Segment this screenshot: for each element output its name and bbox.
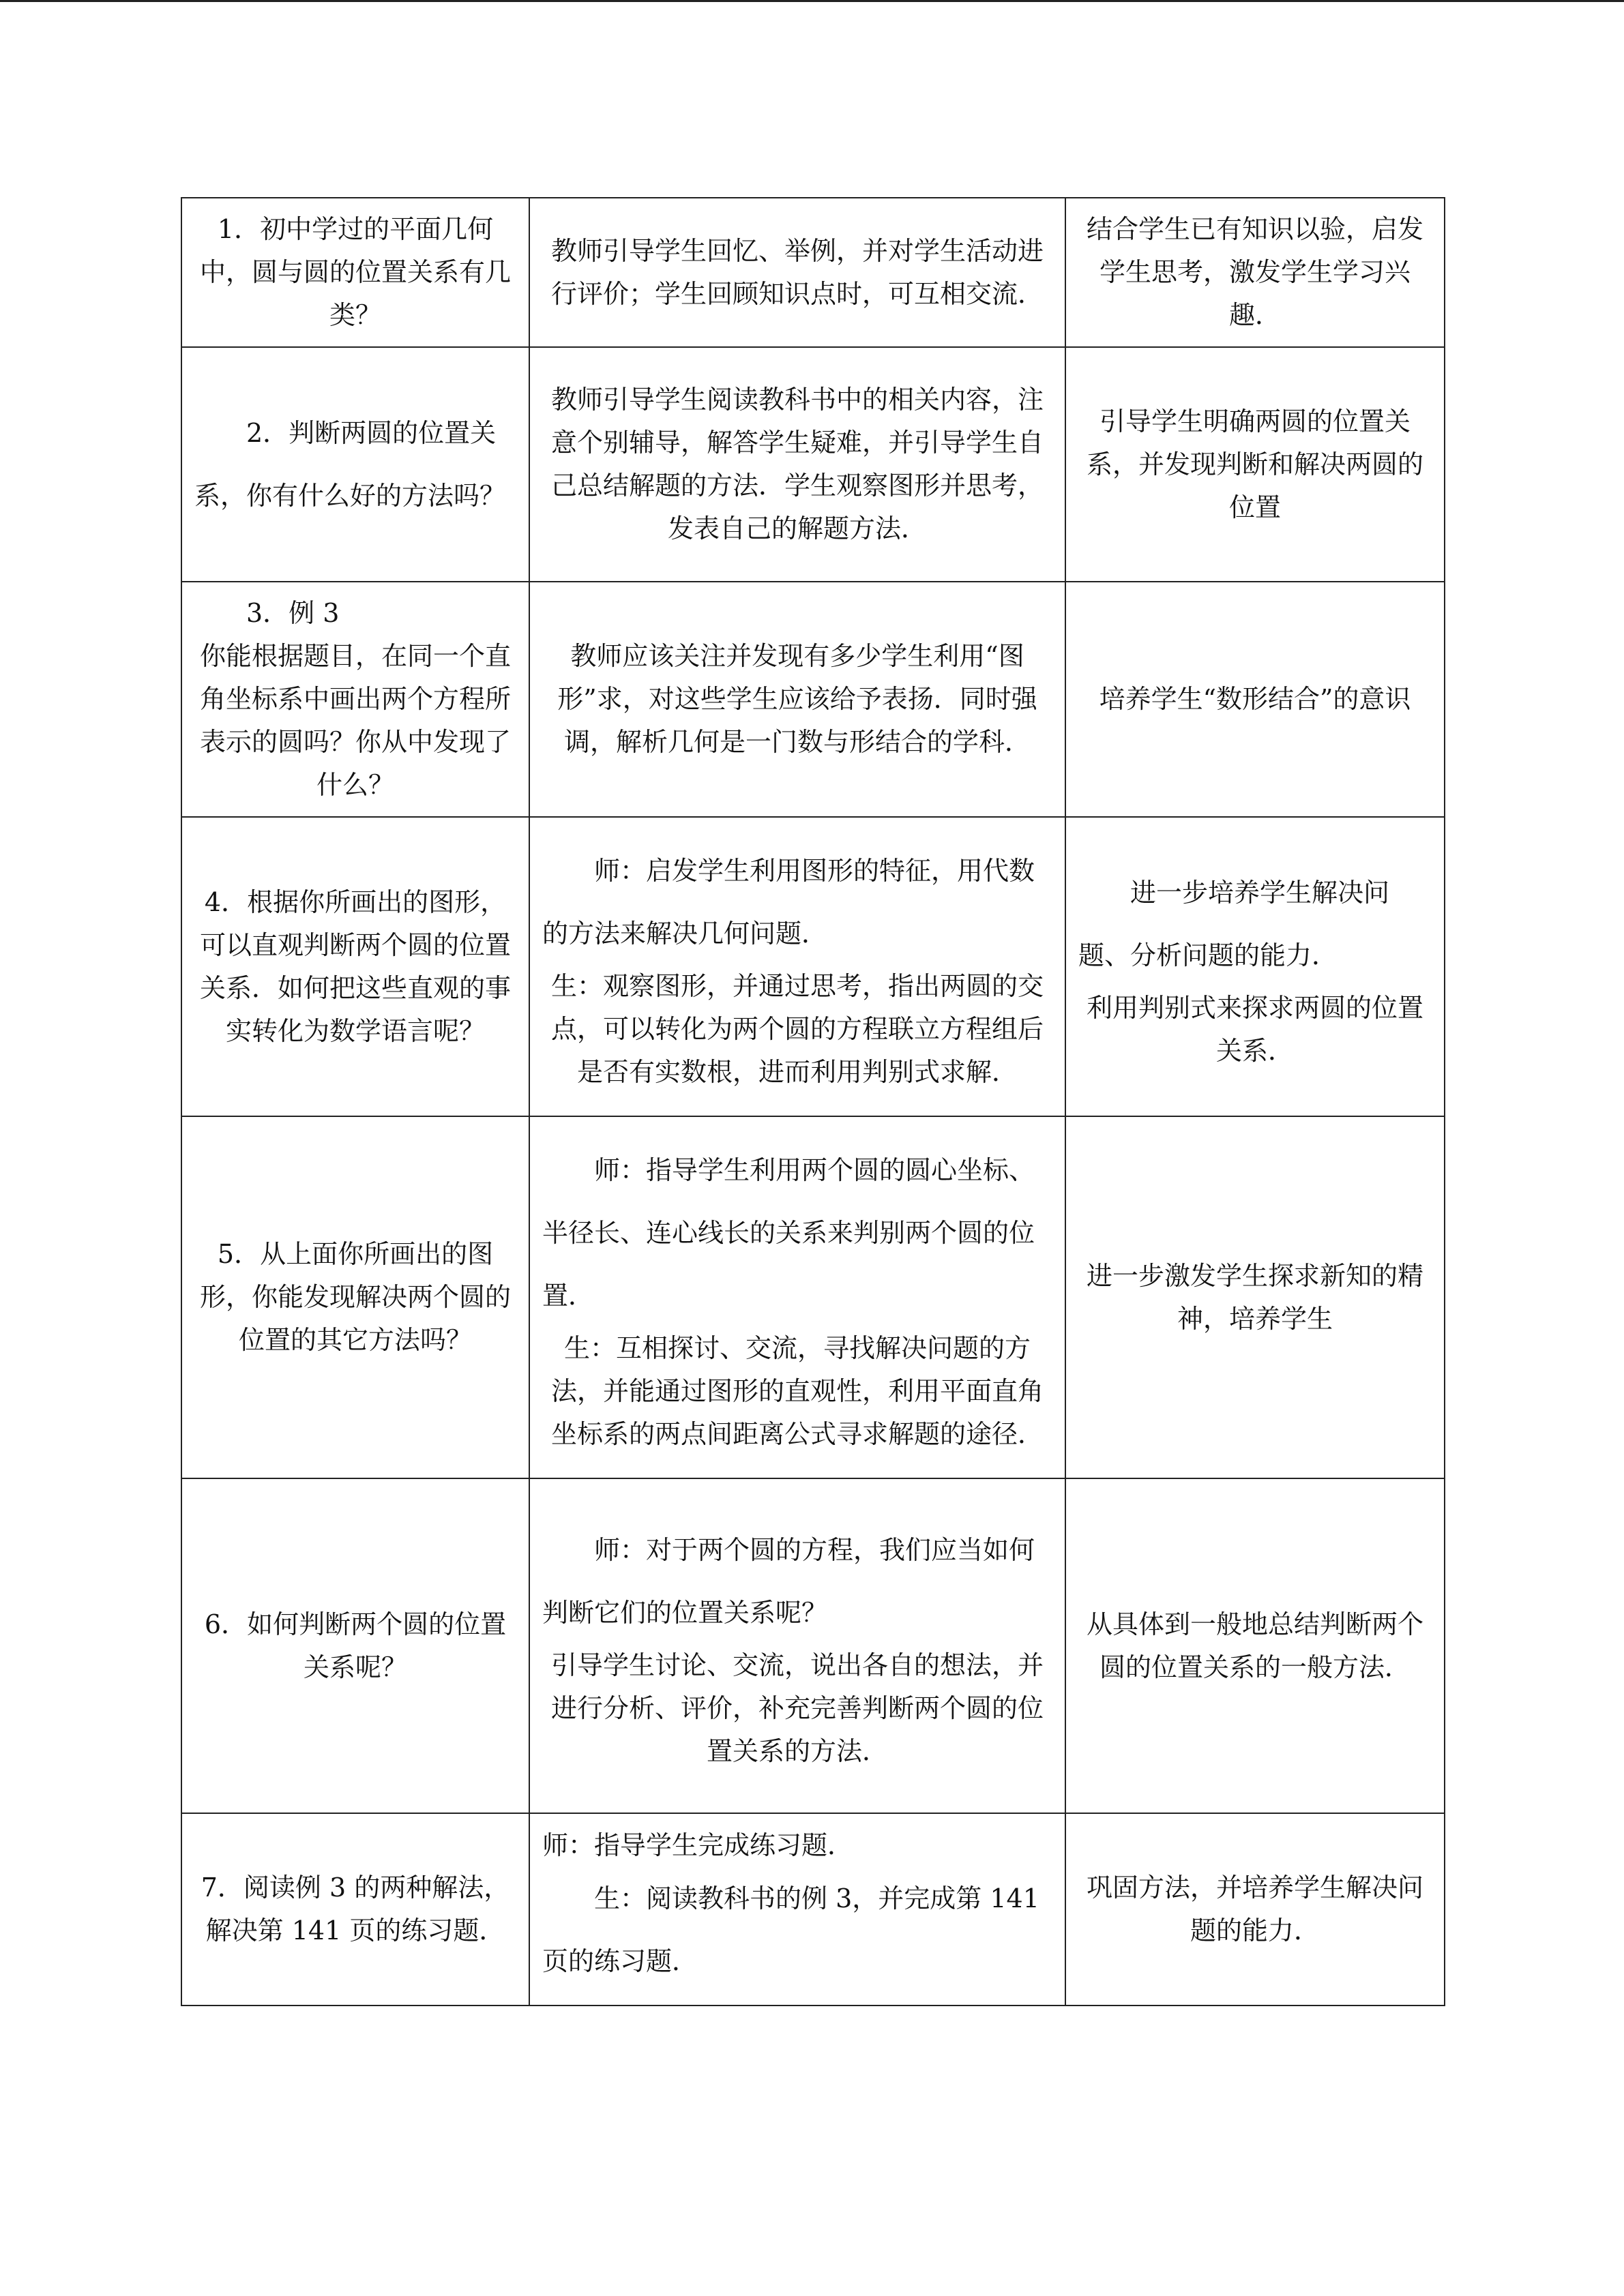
aim-text: 结合学生已有知识以验，启发学生思考，激发学生学习兴趣． xyxy=(1086,214,1423,330)
aim-cell xyxy=(1065,347,1445,582)
question-cell xyxy=(181,1116,529,1478)
aim-cell xyxy=(1065,817,1445,1116)
activity-cell xyxy=(529,817,1065,1116)
teacher-text: 师：指导学生完成练习题． xyxy=(542,1830,854,1860)
question-cell xyxy=(181,347,529,582)
activity-cell xyxy=(529,198,1065,347)
table-row xyxy=(181,347,1445,582)
table-row xyxy=(181,1813,1445,2006)
activity-cell xyxy=(529,1478,1065,1813)
page-top-border xyxy=(0,0,1624,2)
aim-text: 进一步激发学生探求新知的精神，培养学生 xyxy=(1086,1260,1423,1334)
aim-cell xyxy=(1065,582,1445,817)
question-cell xyxy=(181,582,529,817)
teacher-text: 师：指导学生利用两个圆的圆心坐标、半径长、连心线长的关系来判别两个圆的位置． xyxy=(542,1155,1035,1311)
question-text: 6．如何判断两个圆的位置关系呢？ xyxy=(204,1609,507,1682)
activity-cell xyxy=(529,347,1065,582)
aim-text-extra: 利用判别式来探求两圆的位置关系． xyxy=(1086,992,1423,1066)
question-example-label: 3．例 3 xyxy=(246,598,340,628)
table-row xyxy=(181,817,1445,1116)
student-text: 生：互相探讨、交流，寻找解决问题的方法，并能通过图形的直观性，利用平面直角坐标系的两点间距离公式寻求解题的途径． xyxy=(550,1333,1044,1449)
question-text: 2．判断两圆的位置关系，你有什么好的方法吗？ xyxy=(194,418,506,511)
question-text: 4．根据你所画出的图形，可以直观判断两个圆的位置关系．如何把这些直观的事实转化为数学语言呢？ xyxy=(199,886,511,1046)
question-cell xyxy=(181,1813,529,2006)
question-cell xyxy=(181,1478,529,1813)
student-text: 生：观察图形，并通过思考，指出两圆的交点，可以转化为两个圆的方程联立方程组后是否有实数根，进而利用判别式求解． xyxy=(550,971,1044,1087)
aim-text: 巩固方法，并培养学生解决问题的能力． xyxy=(1086,1873,1423,1945)
question-text: 1．初中学过的平面几何中，圆与圆的位置关系有几类？ xyxy=(199,214,511,330)
question-text: 5．从上面你所画出的图形，你能发现解决两个圆的位置的其它方法吗？ xyxy=(199,1239,511,1355)
activity-text: 教师应该关注并发现有多少学生利用“图形”求，对这些学生应该给予表扬．同时强调，解析几何是一门数与形结合的学科． xyxy=(557,641,1037,757)
aim-text: 进一步培养学生解决问题、分析问题的能力． xyxy=(1078,877,1390,970)
aim-text: 培养学生“数形结合”的意识 xyxy=(1099,684,1411,714)
teacher-text: 师：对于两个圆的方程，我们应当如何判断它们的位置关系呢？ xyxy=(542,1535,1035,1628)
aim-cell xyxy=(1065,1813,1445,2006)
table-row xyxy=(181,582,1445,817)
activity-text: 教师引导学生回忆、举例，并对学生活动进行评价；学生回顾知识点时，可互相交流． xyxy=(550,235,1044,309)
question-text: 你能根据题目，在同一个直角坐标系中画出两个方程所表示的圆吗？你从中发现了什么？ xyxy=(199,641,511,800)
aim-cell xyxy=(1065,1116,1445,1478)
question-cell xyxy=(181,198,529,347)
aim-cell xyxy=(1065,198,1445,347)
aim-text: 引导学生明确两圆的位置关系，并发现判断和解决两圆的位置 xyxy=(1086,406,1423,522)
table-row xyxy=(181,1116,1445,1478)
activity-text: 教师引导学生阅读教科书中的相关内容，注意个别辅导，解答学生疑难，并引导学生自己总结解题的方法．学生观察图形并思考，发表自己的解题方法． xyxy=(550,385,1044,543)
table-row xyxy=(181,198,1445,347)
teacher-text: 师：启发学生利用图形的特征，用代数的方法来解决几何问题． xyxy=(542,856,1035,949)
table-row xyxy=(181,1478,1445,1813)
lesson-plan-table xyxy=(181,197,1445,2006)
activity-cell xyxy=(529,1813,1065,2006)
question-text: 7．阅读例 3 的两种解法，解决第 141 页的练习题． xyxy=(201,1873,510,1945)
question-cell xyxy=(181,817,529,1116)
aim-text: 从具体到一般地总结判断两个圆的位置关系的一般方法． xyxy=(1086,1609,1423,1682)
guide-text: 引导学生讨论、交流，说出各自的想法，并进行分析、评价，补充完善判断两个圆的位置关系的方法． xyxy=(550,1650,1044,1766)
aim-cell xyxy=(1065,1478,1445,1813)
student-text: 生：阅读教科书的例 3，并完成第 141 页的练习题． xyxy=(542,1883,1039,1976)
activity-cell xyxy=(529,582,1065,817)
activity-cell xyxy=(529,1116,1065,1478)
